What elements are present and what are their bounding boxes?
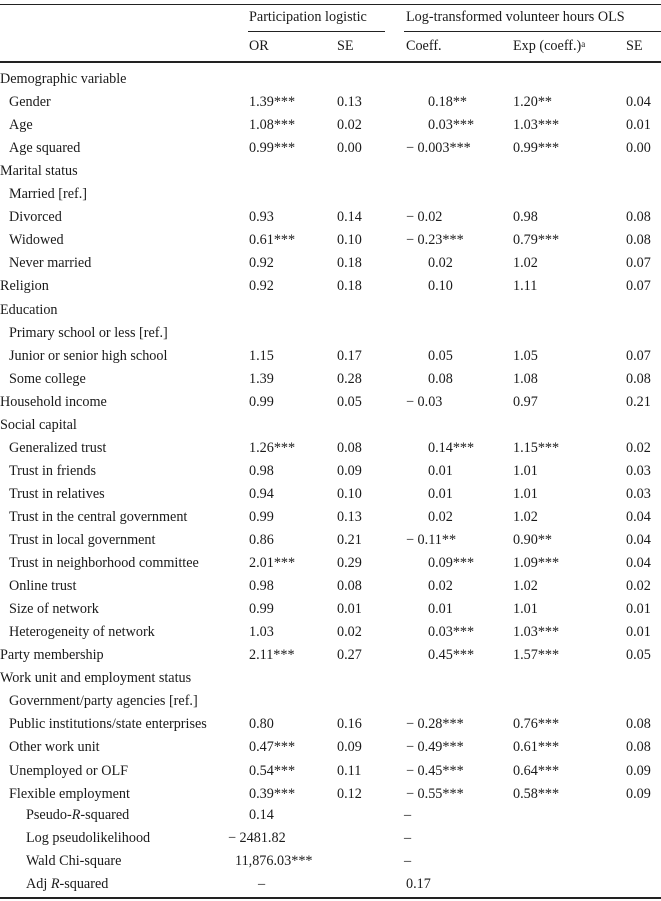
table-row-category [0,162,661,185]
cell-exp-coeff: 0.90** [513,532,553,548]
table-row-category [0,70,661,93]
cell-coeff: 0.08 [428,370,453,387]
cell-coeff: 0.01 [428,485,453,502]
row-label: Other work unit [9,739,100,756]
row-label: Age squared [9,140,81,157]
table-row-category [0,669,661,692]
stat-logistic-value: 0.14 [249,807,274,823]
stat-label: Adj R-squared [26,876,109,892]
row-label: Marital status [0,163,78,180]
cell-coeff: 0.02 [428,255,453,272]
cell-exp-coeff: 1.03*** [513,117,560,134]
group2-underline [404,31,661,32]
cell-exp-coeff: 1.02 [513,255,538,272]
cell-coeff: 0.02 [428,578,453,595]
cell-exp-coeff: 1.05 [513,347,538,364]
table-row [0,93,661,116]
cell-exp-coeff: 1.20** [513,94,553,111]
table-row [0,692,661,715]
footnote-marker: a [581,39,586,49]
cell-exp-coeff: 1.09*** [513,555,560,572]
group-header-logistic: Participation logistic [249,9,367,25]
cell-coeff: 0.09*** [428,555,475,572]
cell-coeff: − 0.003*** [406,140,471,157]
cell-or: 0.61*** [249,232,296,249]
cell-or: 1.15 [249,347,274,364]
cell-or: 0.99 [249,601,274,618]
table-row-category [0,277,661,300]
cell-se-logistic: 0.18 [337,255,362,272]
cell-se-logistic: 0.14 [337,209,362,226]
row-label: Demographic variable [0,71,127,87]
cell-exp-coeff: 1.15*** [513,439,560,456]
cell-se-ols: 0.02 [626,439,651,456]
cell-coeff: 0.14*** [428,439,475,456]
cell-coeff: − 0.11** [406,532,457,548]
cell-se-ols: 0.00 [626,140,651,157]
cell-or: 0.92 [249,278,274,295]
cell-exp-coeff: 1.01 [513,462,538,479]
row-label: Social capital [0,416,77,433]
cell-se-logistic: 0.27 [337,647,362,664]
stat-label: Log pseudolikelihood [26,830,151,846]
cell-se-ols: 0.01 [626,624,651,641]
table-row [0,324,661,347]
cell-coeff: − 0.23*** [406,232,464,249]
col-header-se1: SE [337,38,354,54]
cell-exp-coeff: 0.64*** [513,762,560,779]
stat-logistic-value: – [258,876,266,892]
cell-coeff: − 0.03 [406,393,443,410]
cell-or: 0.80 [249,716,274,733]
cell-or: 1.03 [249,624,274,641]
cell-se-logistic: 0.08 [337,439,362,456]
cell-se-logistic: 0.09 [337,739,362,756]
row-label: Government/party agencies [ref.] [9,693,198,710]
row-label: Household income [0,393,107,410]
table-row-category [0,301,661,324]
cell-coeff: 0.03*** [428,624,475,641]
row-label: Education [0,301,58,318]
row-label: Trust in friends [9,462,96,479]
row-label: Flexible employment [9,785,130,802]
table-row-category [0,646,661,669]
table-row [0,347,661,370]
table-row-category [0,416,661,439]
group-header-ols: Log-transformed volunteer hours OLS [406,9,625,25]
cell-se-ols: 0.08 [626,232,651,249]
row-label: Trust in relatives [9,485,105,502]
row-label: Unemployed or OLF [9,762,129,779]
cell-se-logistic: 0.09 [337,462,362,479]
col-header-se2: SE [626,38,643,54]
row-label: Married [ref.] [9,186,87,203]
table-row [0,185,661,208]
cell-se-logistic: 0.10 [337,485,362,502]
table-row [0,439,661,462]
cell-se-ols: 0.04 [626,94,651,111]
cell-coeff: 0.03*** [428,117,475,134]
cell-or: 1.39 [249,370,274,387]
cell-se-logistic: 0.02 [337,624,362,641]
cell-se-logistic: 0.02 [337,117,362,134]
cell-se-ols: 0.03 [626,485,651,502]
row-label: Trust in local government [9,532,156,548]
cell-or: 0.92 [249,255,274,272]
row-label: Religion [0,278,49,295]
row-label: Junior or senior high school [9,347,168,364]
cell-se-logistic: 0.18 [337,278,362,295]
cell-se-logistic: 0.01 [337,601,362,618]
table-row [0,623,661,646]
cell-exp-coeff: 1.02 [513,578,538,595]
cell-or: 0.47*** [249,739,296,756]
group1-underline [248,31,385,32]
row-label: Trust in neighborhood committee [9,555,199,572]
cell-coeff: 0.05 [428,347,453,364]
cell-coeff: 0.18** [428,94,468,111]
table-row [0,208,661,231]
cell-exp-coeff: 0.98 [513,209,538,226]
cell-or: 2.11*** [249,647,295,664]
cell-coeff: − 0.02 [406,209,443,226]
row-label: Primary school or less [ref.] [9,324,168,341]
cell-se-logistic: 0.28 [337,370,362,387]
cell-se-logistic: 0.13 [337,94,362,111]
cell-se-ols: 0.07 [626,347,651,364]
stat-label: Wald Chi-square [26,853,122,869]
stat-ols-value: – [404,853,412,869]
table-row [0,254,661,277]
table-row [0,577,661,600]
table-row [0,738,661,761]
cell-se-logistic: 0.05 [337,393,362,410]
row-label: Online trust [9,578,77,595]
cell-se-ols: 0.03 [626,462,651,479]
table-row [0,485,661,508]
row-label: Divorced [9,209,62,226]
cell-or: 1.39*** [249,94,296,111]
cell-exp-coeff: 0.97 [513,393,538,410]
col-header-or: OR [249,38,269,54]
cell-se-logistic: 0.11 [337,762,362,779]
cell-se-ols: 0.09 [626,762,651,779]
bottom-rule [0,897,661,899]
cell-coeff: 0.45*** [428,647,475,664]
cell-exp-coeff: 0.58*** [513,785,560,802]
row-label: Work unit and employment status [0,670,192,687]
cell-exp-coeff: 1.57*** [513,647,560,664]
cell-se-logistic: 0.00 [337,140,362,157]
cell-se-logistic: 0.16 [337,716,362,733]
stat-logistic-value: − 2481.82 [228,830,286,846]
col-header-exp: Exp (coeff.)$^a$ [513,38,586,54]
header-bottom-rule [0,61,661,63]
cell-se-ols: 0.07 [626,255,651,272]
cell-coeff: − 0.28*** [406,716,464,733]
cell-se-ols: 0.08 [626,739,651,756]
table-row [0,785,661,808]
stat-ols-value: – [404,807,412,823]
cell-or: 0.98 [249,462,274,479]
stat-ols-value: – [404,830,412,846]
cell-exp-coeff: 1.08 [513,370,538,387]
cell-exp-coeff: 1.01 [513,601,538,618]
cell-or: 1.08*** [249,117,296,134]
cell-or: 1.26*** [249,439,296,456]
row-label: Size of network [9,601,99,618]
cell-exp-coeff: 1.02 [513,508,538,525]
cell-exp-coeff: 1.03*** [513,624,560,641]
table-row [0,139,661,162]
cell-se-ols: 0.08 [626,716,651,733]
cell-se-ols: 0.04 [626,555,651,572]
cell-coeff: 0.10 [428,278,453,295]
row-label: Heterogeneity of network [9,624,155,641]
cell-or: 0.54*** [249,762,296,779]
cell-se-logistic: 0.29 [337,555,362,572]
cell-or: 0.93 [249,209,274,226]
table-row [0,116,661,139]
stat-ols-value: 0.17 [406,876,431,892]
cell-or: 0.99*** [249,140,296,157]
cell-or: 0.99 [249,393,274,410]
cell-se-ols: 0.05 [626,647,651,664]
cell-se-logistic: 0.13 [337,508,362,525]
cell-se-ols: 0.08 [626,370,651,387]
top-rule [0,4,661,5]
table-row [0,715,661,738]
cell-exp-coeff: 0.76*** [513,716,560,733]
cell-exp-coeff: 1.11 [513,278,538,295]
table-row [0,370,661,393]
cell-or: 0.94 [249,485,274,502]
row-label: Some college [9,370,86,387]
row-label: Public institutions/state enterprises [9,716,207,733]
cell-coeff: − 0.45*** [406,762,464,779]
cell-exp-coeff: 0.61*** [513,739,560,756]
cell-or: 0.98 [249,578,274,595]
row-label: Trust in the central government [9,508,188,525]
row-label: Age [9,117,33,134]
cell-coeff: − 0.55*** [406,785,464,802]
row-label: Never married [9,255,92,272]
cell-coeff: 0.01 [428,601,453,618]
table-row [0,600,661,623]
table-row [0,762,661,785]
cell-se-ols: 0.04 [626,508,651,525]
cell-se-ols: 0.02 [626,578,651,595]
row-label: Party membership [0,647,104,664]
cell-se-logistic: 0.21 [337,532,362,548]
cell-or: 0.86 [249,532,274,548]
cell-se-logistic: 0.10 [337,232,362,249]
stat-label: Pseudo-R-squared [26,807,130,823]
cell-or: 0.99 [249,508,274,525]
row-label: Widowed [9,232,64,249]
cell-se-ols: 0.01 [626,117,651,134]
cell-coeff: 0.02 [428,508,453,525]
cell-or: 0.39*** [249,785,296,802]
cell-se-logistic: 0.08 [337,578,362,595]
table-row [0,462,661,485]
cell-se-ols: 0.04 [626,532,651,548]
stat-logistic-value: 11,876.03*** [235,853,313,869]
table-row [0,231,661,254]
cell-coeff: 0.01 [428,462,453,479]
cell-exp-coeff: 0.79*** [513,232,560,249]
cell-se-ols: 0.08 [626,209,651,226]
cell-se-ols: 0.21 [626,393,651,410]
cell-exp-coeff: 0.99*** [513,140,560,157]
row-label: Gender [9,94,51,111]
cell-coeff: − 0.49*** [406,739,464,756]
table-row-category [0,393,661,416]
cell-se-ols: 0.01 [626,601,651,618]
col-header-coeff: Coeff. [406,38,442,54]
table-row [0,508,661,531]
cell-se-logistic: 0.17 [337,347,362,364]
cell-or: 2.01*** [249,555,296,572]
table-row [0,554,661,577]
cell-se-ols: 0.09 [626,785,651,802]
table-row [0,531,661,554]
cell-se-logistic: 0.12 [337,785,362,802]
cell-exp-coeff: 1.01 [513,485,538,502]
row-label: Generalized trust [9,439,107,456]
cell-se-ols: 0.07 [626,278,651,295]
